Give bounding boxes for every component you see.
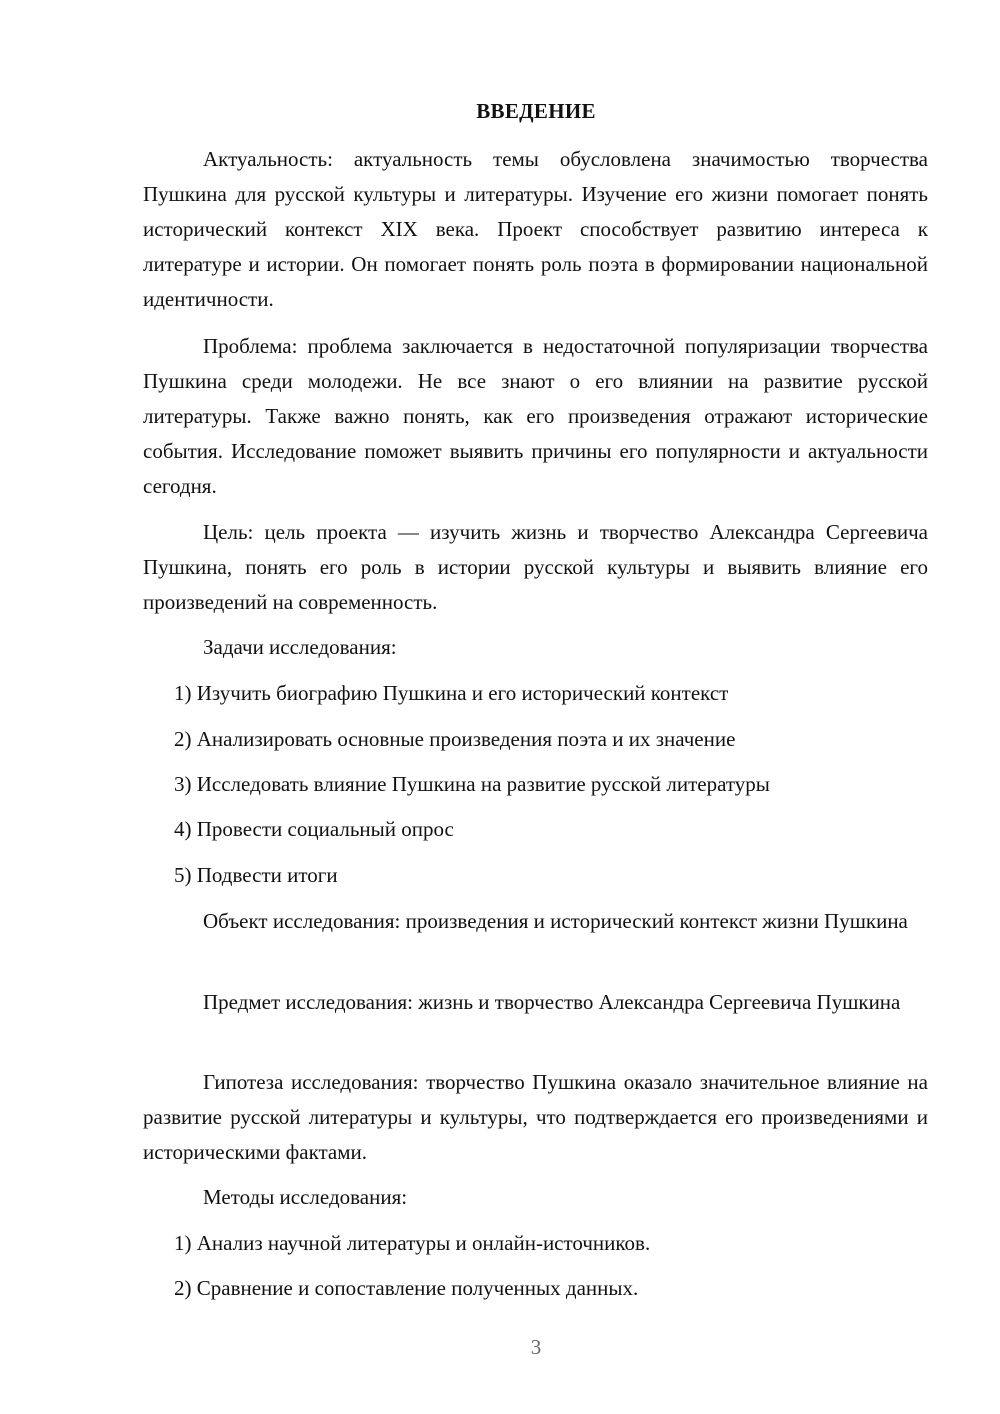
hypothesis-paragraph: Гипотеза исследования: творчество Пушкина оказало значительное влияние на развитие русской литературы и культуры, что подтверждается его произведениями и историческими фактами.: [143, 1070, 928, 1164]
task-item-3: 3) Исследовать влияние Пушкина на развитие русской литературы: [174, 772, 770, 796]
problem-paragraph: Проблема: проблема заключается в недостаточной популяризации творчества Пушкина среди молодежи. Не все знают о его влиянии на развитие русской литературы. Также важно понять, как его произведения отражают исторические события. Исследование поможет выявить причины его популярности и актуальности сегодня.: [143, 334, 928, 498]
goal-paragraph: Цель: цель проекта — изучить жизнь и творчество Александра Сергеевича Пушкина, понять его роль в истории русской культуры и выявить влияние его произведений на современность.: [143, 520, 928, 614]
task-item-2: 2) Анализировать основные произведения поэта и их значение: [174, 727, 736, 751]
task-item-1: 1) Изучить биографию Пушкина и его исторический контекст: [174, 681, 729, 705]
method-item-1: 1) Анализ научной литературы и онлайн-источников.: [174, 1231, 651, 1255]
subject-paragraph: Предмет исследования: жизнь и творчество Александра Сергеевича Пушкина: [203, 990, 901, 1014]
task-item-4: 4) Провести социальный опрос: [174, 817, 454, 841]
section-heading: ВВЕДЕНИЕ: [476, 99, 596, 123]
methods-label: Методы исследования:: [203, 1185, 408, 1209]
task-item-5: 5) Подвести итоги: [174, 863, 338, 887]
page-number: 3: [530, 1335, 542, 1359]
tasks-label: Задачи исследования:: [203, 635, 397, 659]
object-paragraph: Объект исследования: произведения и исторический контекст жизни Пушкина: [203, 909, 908, 933]
relevance-paragraph: Актуальность: актуальность темы обусловлена значимостью творчества Пушкина для русской культуры и литературы. Изучение его жизни помогает понять исторический контекст XIX века. Проект способствует развитию интереса к литературе и истории. Он помогает понять роль поэта в формировании национальной идентичности.: [143, 147, 928, 311]
method-item-2: 2) Сравнение и сопоставление полученных данных.: [174, 1276, 639, 1300]
